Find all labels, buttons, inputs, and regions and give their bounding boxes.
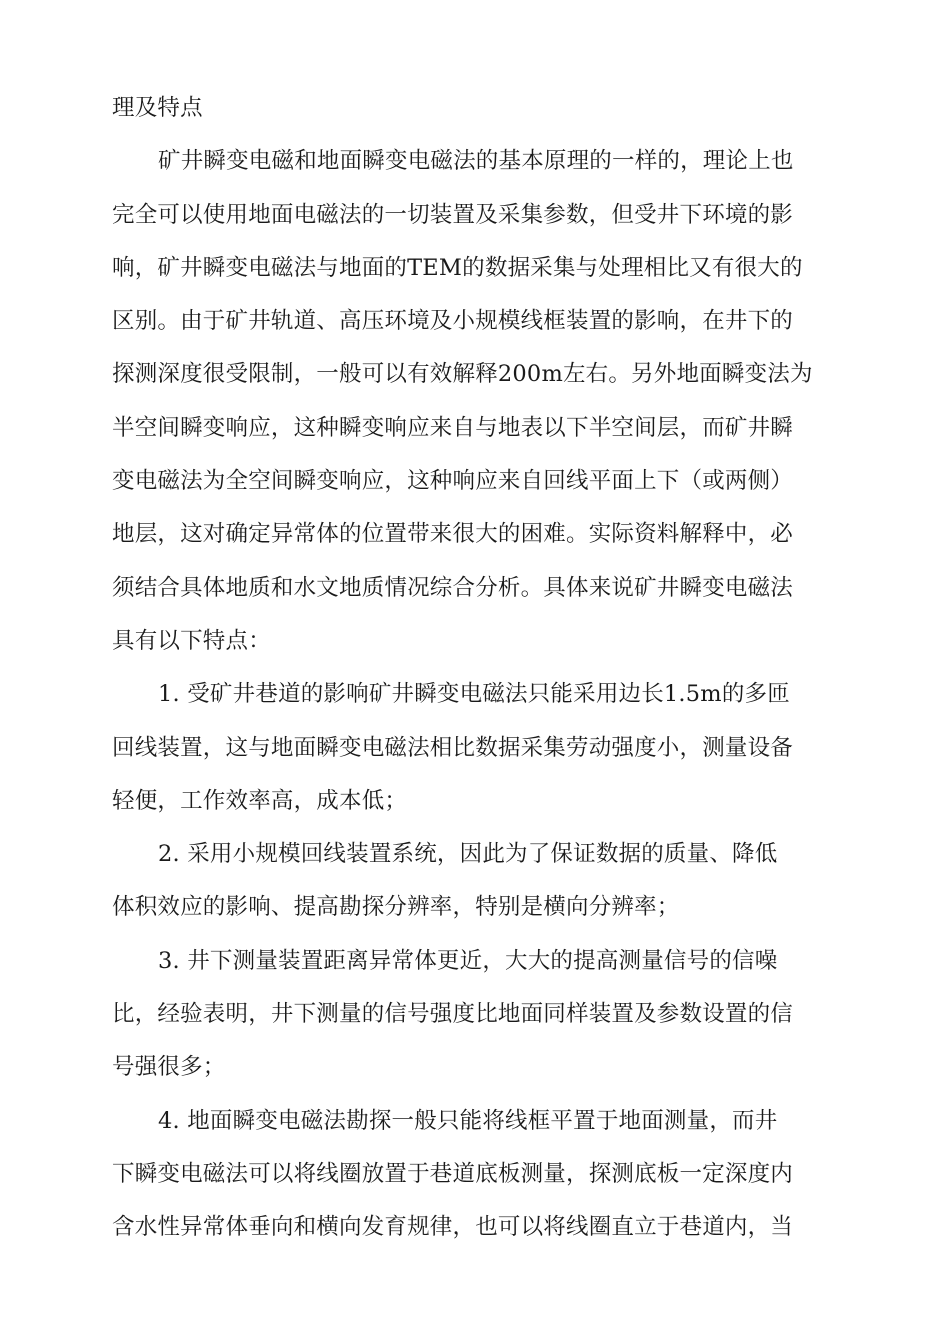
text-line: 地层，这对确定异常体的位置带来很大的困难。实际资料解释中，必 <box>112 521 794 548</box>
text-line: 须结合具体地质和水文地质情况综合分析。具体来说矿井瞬变电磁法 <box>112 574 794 601</box>
text-line: 号强很多； <box>112 1054 226 1081</box>
list-item-2-start: 2. 采用小规模回线装置系统，因此为了保证数据的质量、降低 <box>158 841 778 868</box>
body-text <box>112 82 832 1255</box>
text-line: 轻便，工作效率高，成本低； <box>112 787 408 814</box>
list-item-4-start: 4. 地面瞬变电磁法勘探一般只能将线框平置于地面测量，而井 <box>158 1107 778 1134</box>
text-line: 变电磁法为全空间瞬变响应，这种响应来自回线平面上下（或两侧） <box>112 468 794 495</box>
list-item-3-start: 3. 井下测量装置距离异常体更近，大大的提高测量信号的信噪 <box>158 947 778 974</box>
text-line-heading-tail: 理及特点 <box>112 95 203 121</box>
text-line: 下瞬变电磁法可以将线圈放置于巷道底板测量，探测底板一定深度内 <box>112 1160 794 1187</box>
text-line: 响，矿井瞬变电磁法与地面的TEM的数据采集与处理相比又有很大的 <box>112 254 803 281</box>
text-line: 区别。由于矿井轨道、高压环境及小规模线框装置的影响，在井下的 <box>112 308 794 335</box>
text-line: 完全可以使用地面电磁法的一切装置及采集参数，但受井下环境的影 <box>112 201 794 228</box>
list-item-1-start: 1. 受矿井巷道的影响矿井瞬变电磁法只能采用边长1.5m的多匝 <box>158 681 790 708</box>
text-line: 含水性异常体垂向和横向发育规律，也可以将线圈直立于巷道内，当 <box>112 1214 794 1241</box>
text-line: 具有以下特点： <box>112 627 271 654</box>
text-line: 比，经验表明，井下测量的信号强度比地面同样装置及参数设置的信 <box>112 1001 794 1028</box>
text-line: 探测深度很受限制，一般可以有效解释200m左右。另外地面瞬变法为 <box>112 361 813 388</box>
text-line: 体积效应的影响、提高勘探分辨率，特别是横向分辨率； <box>112 894 680 921</box>
text-line-paragraph-start: 矿井瞬变电磁和地面瞬变电磁法的基本原理的一样的，理论上也 <box>158 148 794 175</box>
text-line: 回线装置，这与地面瞬变电磁法相比数据采集劳动强度小，测量设备 <box>112 734 794 761</box>
text-line: 半空间瞬变响应，这种瞬变响应来自与地表以下半空间层，而矿井瞬 <box>112 414 794 441</box>
